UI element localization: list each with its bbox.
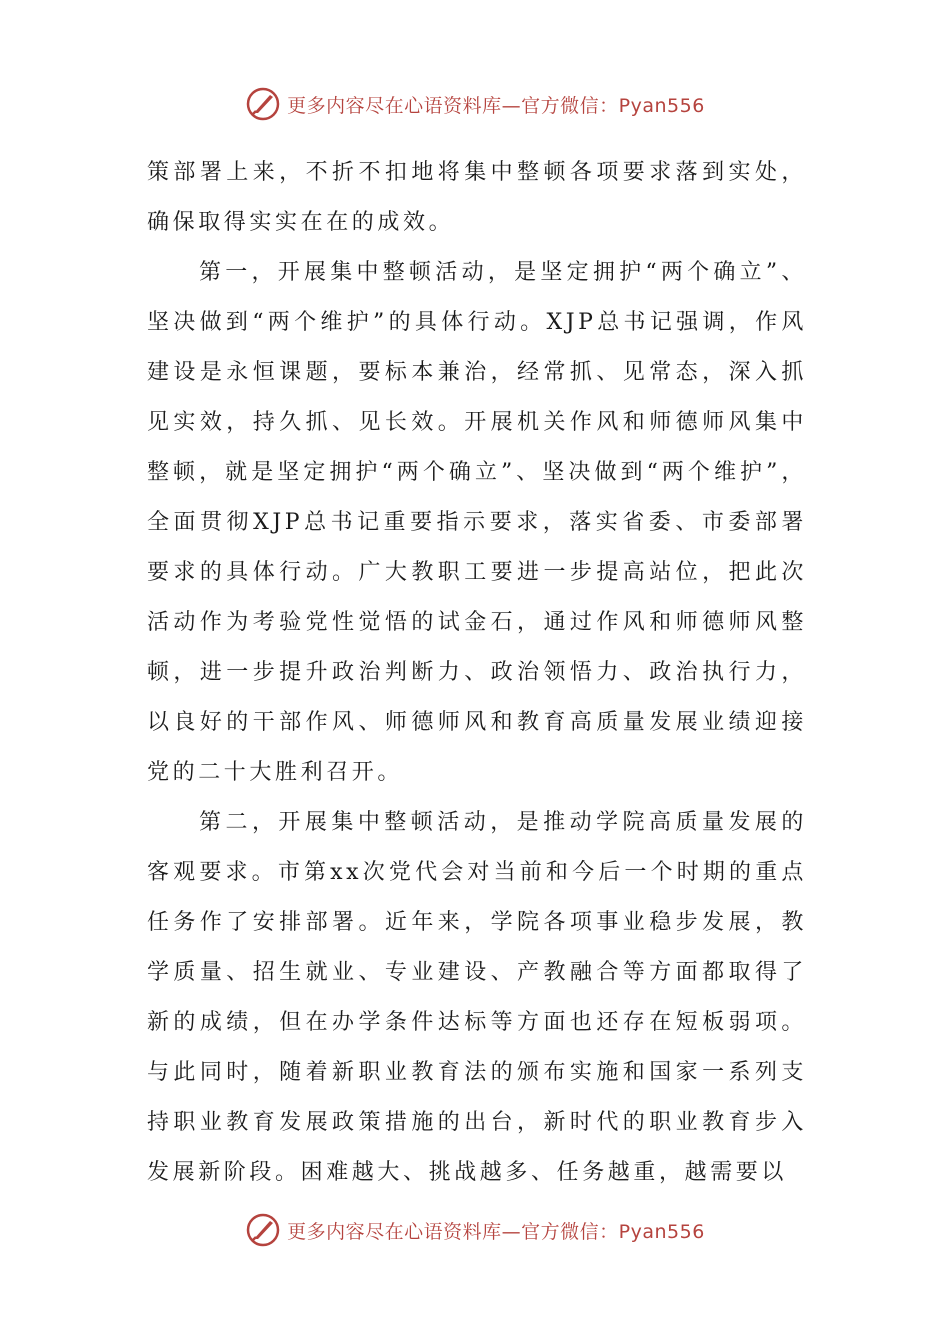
paragraph-continuation: 策部署上来，不折不扣地将集中整顿各项要求落到实处，确保取得实实在在的成效。 bbox=[147, 160, 807, 235]
paragraph-first-point: 第一，开展集中整顿活动，是坚定拥护“两个确立”、坚决做到“两个维护”的具体行动。XJP总书记强调，作风建设是永恒课题，要标本兼治，经常抓、见常态，深入抓见实效，持久抓、见长效。开展机关作风和师德师风集中整顿，就是坚定拥护“两个确立”、坚决做到“两个维护”，全面贯彻XJP总书记重要指示要求，落实省委、市委部署要求的具体行动。广大教职工要进一步提高站位，把此次活动作为考验党性觉悟的试金石，通过作风和师德师风整顿，进一步提升政治判断力、政治领悟力、政治执行力，以良好的干部作风、师德师风和教育高质量发展业绩迎接党的二十大胜利召开。 bbox=[147, 260, 807, 785]
watermark-text: 更多内容尽在心语资料库—官方微信：Pyan556 bbox=[287, 1220, 705, 1243]
paragraph-second-point: 第二，开展集中整顿活动，是推动学院高质量发展的客观要求。市第xx次党代会对当前和今后一个时期的重点任务作了安排部署。近年来，学院各项事业稳步发展，教学质量、招生就业、专业建设、产教融合等方面都取得了新的成绩，但在办学条件达标等方面也还存在短板弱项。与此同时，随着新职业教育法的颁布实施和国家一系列支持职业教育发展政策措施的出台，新时代的职业教育步入发展新阶段。困难越大、挑战越多、任务越重，越需要以 bbox=[147, 810, 807, 1185]
quill-logo-icon bbox=[245, 1212, 281, 1248]
watermark-header bbox=[0, 84, 950, 124]
watermark-text: 更多内容尽在心语资料库—官方微信：Pyan556 bbox=[287, 94, 705, 117]
watermark-footer bbox=[0, 1210, 950, 1250]
quill-logo-icon bbox=[245, 86, 281, 122]
document-body bbox=[147, 148, 807, 1198]
